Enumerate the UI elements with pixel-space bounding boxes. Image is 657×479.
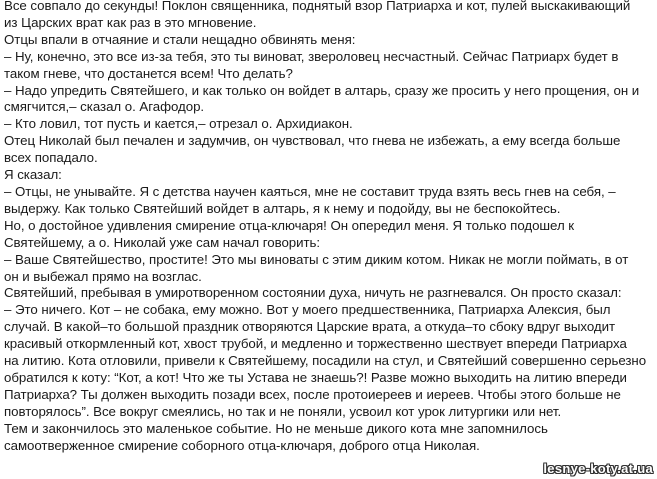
text-line: красивый откормленный кот, хвост трубой, и медленно и торжественно шествует впереди Патриарха [4, 336, 627, 352]
text-line: Отец Николай был печален и задумчив, он чувствовал, что гнева не избежать, а ему всегда больше [4, 133, 621, 149]
text-line: из Царских врат как раз в это мгновение. [4, 14, 257, 30]
text-line: – Кто ловил, тот пусть и кается,– отрезал о. Архидиакон. [4, 116, 353, 132]
site-watermark: lesnye-koty.at.ua [543, 461, 653, 476]
text-line: всех попадало. [4, 150, 98, 166]
text-line: Святейший, пребывая в умиротворенном состоянии духа, ничуть не разгневался. Он просто сказал: [4, 285, 622, 301]
text-line: выдержу. Как только Святейший войдет в алтарь, я к нему и подойду, вы не беспокойтесь. [4, 200, 561, 216]
text-line: Патриарха? Ты должен выходить позади всех, после протоиереев и иереев. Чтобы этого больше не [4, 386, 621, 402]
text-line: Тем и закончилось это маленькое событие. Но не меньше дикого кота мне запомнилось [4, 420, 548, 436]
text-line: Святейшему, а о. Николай уже сам начал говорить: [4, 234, 321, 250]
text-line: – Надо упредить Святейшего, и как только он войдет в алтарь, сразу же просить у него прощения, он и [4, 82, 640, 98]
text-line: – Ну, конечно, это все из-за тебя, это ты виноват, звероловец несчастный. Сейчас Патриарх будет в [4, 48, 619, 64]
text-line: – Это ничего. Кот – не собака, ему можно. Вот у моего предшественника, Патриарха Алексия, был [4, 302, 611, 318]
text-line: Но, о достойное удивления смирение отца-ключаря! Он опередил меня. Я только подошел к [4, 217, 575, 233]
text-line: – Отцы, не унывайте. Я с детства научен каяться, мне не составит труда взять весь гнев на себя, – [4, 183, 616, 199]
text-line: он и выбежал прямо на возглас. [4, 268, 202, 284]
text-line: Отцы впали в отчаяние и стали нещадно обвинять меня: [4, 31, 356, 47]
text-line: повторялось”. Все вокруг смеялись, но так и не поняли, усвоил кот урок литургики или нет. [4, 403, 562, 419]
text-line: Все совпало до секунды! Поклон священника, поднятый взор Патриарха и кот, пулей выскакивающий [4, 0, 631, 13]
text-line: обратился к коту: “Кот, а кот! Что же ты Устава не знаешь?! Разве можно выходить на литию впереди [4, 369, 627, 385]
text-line: таком гневе, что достанется всем! Что делать? [4, 65, 293, 81]
text-line: случай. В какой–то большой праздник отворяются Царские врата, а откуда–то сбоку вдруг выходит [4, 319, 616, 335]
text-line: Я сказал: [4, 167, 62, 183]
text-line: смягчится,– сказал о. Агафодор. [4, 99, 205, 115]
text-line: на литию. Кота отловили, привели к Святейшему, посадили на стул, и Святейший совершенно серьезно [4, 353, 647, 369]
text-line: самоотверженное смирение соборного отца-ключаря, доброго отца Николая. [4, 437, 480, 453]
text-line: – Ваше Святейшество, простите! Это мы виноваты с этим диким котом. Никак не могли поймать, в от [4, 251, 629, 267]
document-body [4, 0, 655, 454]
